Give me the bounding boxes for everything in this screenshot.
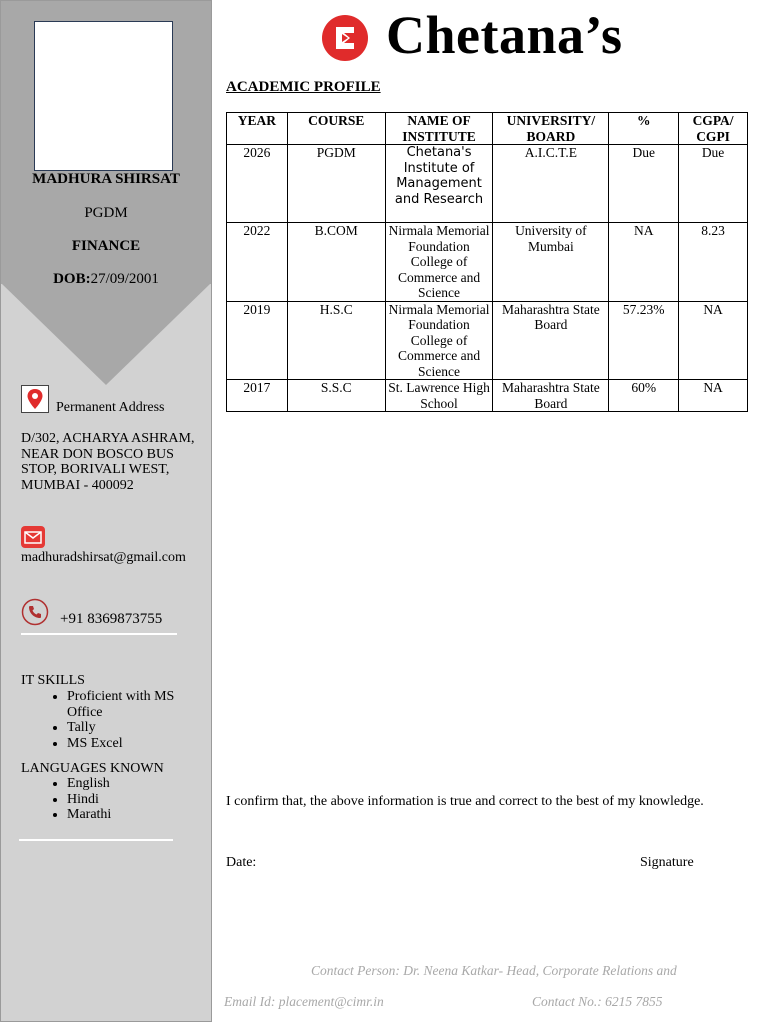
- footer-email: Email Id: placement@cimr.in: [224, 994, 384, 1009]
- table-cell: Maharashtra State Board: [493, 301, 609, 380]
- list-item: • Marathi: [67, 807, 197, 823]
- phone-number: +91 8369873755: [60, 611, 163, 627]
- table-cell: NA: [679, 380, 748, 412]
- table-cell: NA: [679, 301, 748, 380]
- footer-contact-person: Contact Person: Dr. Neena Katkar- Head, Corporate Relations and: [311, 963, 677, 978]
- address-text: D/302, ACHARYA ASHRAM, NEAR DON BOSCO BUS STOP, BORIVALI WEST, MUMBAI - 400092: [21, 431, 195, 493]
- languages-list: [21, 776, 197, 823]
- table-cell: University of Mumbai: [493, 223, 609, 302]
- phone-icon: [21, 598, 49, 626]
- signature-label: Signature: [640, 855, 694, 870]
- sidebar-chevron: [1, 283, 211, 385]
- list-item: • Hindi: [67, 792, 197, 808]
- table-cell: S.S.C: [287, 380, 385, 412]
- table-cell: 2019: [227, 301, 288, 380]
- table-row: [227, 223, 748, 302]
- table-cell: Nirmala Memorial Foundation College of Commerce and Science: [385, 301, 493, 380]
- column-header: NAME OF INSTITUTE: [385, 113, 493, 145]
- specialization-label: FINANCE: [71, 238, 141, 254]
- brand-logo-icon: [320, 14, 370, 62]
- table-cell: 2017: [227, 380, 288, 412]
- table-cell: Maharashtra State Board: [493, 380, 609, 412]
- column-header: UNIVERSITY/ BOARD: [493, 113, 609, 145]
- column-header: YEAR: [227, 113, 288, 145]
- candidate-name: MADHURA SHIRSAT: [32, 171, 180, 187]
- program-label: PGDM: [84, 205, 128, 221]
- email-address: madhuradshirsat@gmail.com: [21, 550, 186, 565]
- list-item: • MS Excel: [67, 736, 197, 752]
- column-header: COURSE: [287, 113, 385, 145]
- table-row: [227, 301, 748, 380]
- table-cell: NA: [609, 223, 679, 302]
- it-skills-heading: IT SKILLS: [21, 673, 85, 688]
- table-cell: 2022: [227, 223, 288, 302]
- table-cell: Due: [679, 145, 748, 223]
- location-pin-icon: [21, 385, 49, 413]
- sidebar: [0, 0, 212, 1022]
- table-cell: B.COM: [287, 223, 385, 302]
- table-cell: Due: [609, 145, 679, 223]
- list-item: • Proficient with MS Office: [67, 689, 197, 720]
- column-header: CGPA/ CGPI: [679, 113, 748, 145]
- table-cell: PGDM: [287, 145, 385, 223]
- table-row: [227, 145, 748, 223]
- table-cell: Nirmala Memorial Foundation College of Commerce and Science: [385, 223, 493, 302]
- table-row: [227, 380, 748, 412]
- table-cell: 60%: [609, 380, 679, 412]
- column-header: %: [609, 113, 679, 145]
- divider: [21, 633, 177, 635]
- address-label: Permanent Address: [56, 400, 165, 415]
- date-of-birth: [1, 271, 211, 288]
- brand-logo-text: Chetana’s: [386, 5, 623, 65]
- section-title: ACADEMIC PROFILE: [226, 79, 381, 95]
- profile-photo-frame: [34, 21, 173, 171]
- divider: [19, 839, 173, 841]
- declaration-text: I confirm that, the above information is true and correct to the best of my knowledge.: [226, 794, 704, 809]
- academic-table: [226, 112, 748, 412]
- table-header-row: [227, 113, 748, 145]
- table-cell: H.S.C: [287, 301, 385, 380]
- footer-phone: Contact No.: 6215 7855: [532, 994, 663, 1009]
- it-skills-list: [21, 689, 197, 751]
- dob-value: 27/09/2001: [90, 271, 159, 287]
- languages-heading: LANGUAGES KNOWN: [21, 761, 164, 776]
- list-item: • Tally: [67, 720, 197, 736]
- table-cell: St. Lawrence High School: [385, 380, 493, 412]
- table-cell: 57.23%: [609, 301, 679, 380]
- table-cell: A.I.C.T.E: [493, 145, 609, 223]
- list-item: • English: [67, 776, 197, 792]
- table-cell: Chetana's Institute of Management and Research: [385, 145, 493, 223]
- envelope-icon: [21, 526, 45, 548]
- table-cell: 2026: [227, 145, 288, 223]
- table-cell: 8.23: [679, 223, 748, 302]
- date-label: Date:: [226, 855, 257, 870]
- dob-label: DOB:: [53, 271, 91, 287]
